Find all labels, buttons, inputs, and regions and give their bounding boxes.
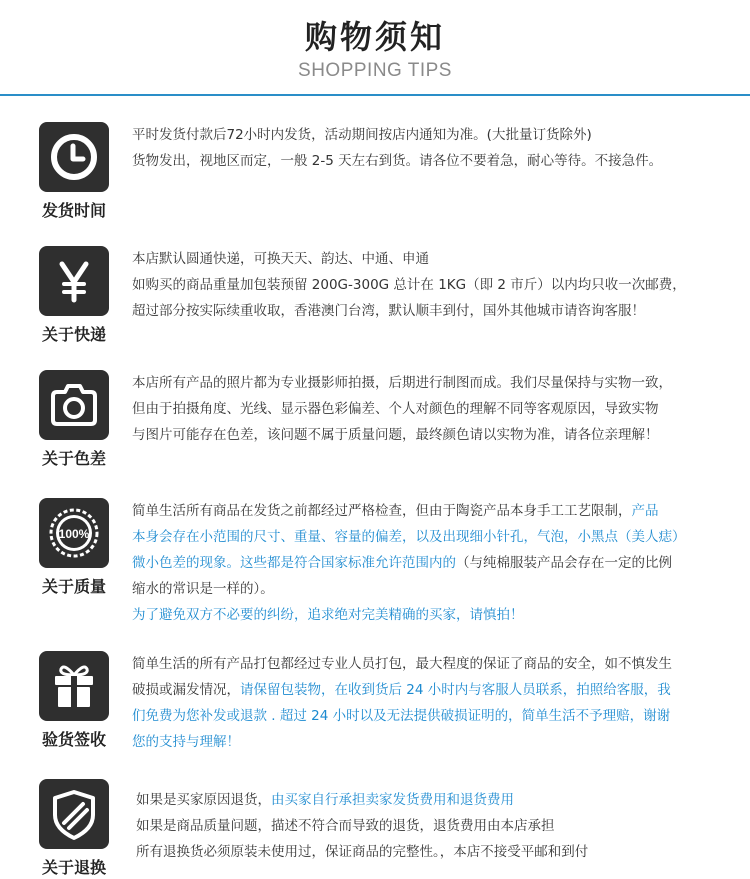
text-line: 破损或漏发情况，请保留包装物，在收到货后 24 小时内与客服人员联系，拍照给客服，我 <box>132 682 671 698</box>
text-line: 与图片可能存在色差，该问题不属于质量问题，最终颜色请以实物为准，请各位亲理解！ <box>132 427 659 443</box>
clock-icon <box>39 122 109 192</box>
text-line: 微小色差的现象。这些都是符合国家标准允许范围内的（与纯棉服装产品会存在一定的比例 <box>132 555 672 571</box>
text-line: 本店所有产品的照片都为专业摄影师拍摄，后期进行制图而成。我们尽量保持与实物一致， <box>132 375 672 391</box>
text-line: 您的支持与理解！ <box>132 734 240 750</box>
text-line: 如购买的商品重量加包装预留 200G-300G 总计在 1KG（即 2 市斤）以内均只收一次邮费， <box>132 277 686 293</box>
camera-icon <box>39 370 109 440</box>
header-divider <box>0 94 750 96</box>
section-text <box>132 122 744 174</box>
section-text <box>132 246 744 324</box>
text-line: 如果是商品质量问题，描述不符合而导致的退货，退货费用由本店承担 <box>136 818 555 834</box>
yen-icon <box>39 246 109 316</box>
text-line: 简单生活所有商品在发货之前都经过严格检查，但由于陶瓷产品本身手工工艺限制，产品 <box>132 503 659 519</box>
text-line: 如果是买家原因退货，由买家自行承担卖家发货费用和退货费用 <box>136 792 514 808</box>
gift-icon <box>39 651 109 721</box>
section-label: 验货签收 <box>41 730 106 749</box>
text-line: 本店默认圆通快递，可换天天、韵达、中通、申通 <box>132 251 429 267</box>
page-title: 购物须知 <box>304 18 445 56</box>
section-label: 发货时间 <box>41 201 106 220</box>
text-line: 货物发出，视地区而定，一般 2-5 天左右到货。请各位不要着急，耐心等待。不接急件。 <box>132 153 663 169</box>
quality-100-badge-icon <box>39 498 109 568</box>
text-line: 超过部分按实际续重收取，香港澳门台湾，默认顺丰到付，国外其他城市请咨询客服！ <box>132 303 645 319</box>
section-text <box>132 370 744 448</box>
badge-text: 100% <box>58 527 90 541</box>
section-text <box>136 787 748 865</box>
section-label: 关于快递 <box>41 325 106 344</box>
section-label: 关于质量 <box>41 577 106 596</box>
text-line: 为了避免双方不必要的纠纷，追求绝对完美精确的买家，请慎拍！ <box>132 607 524 623</box>
text-line: 们免费为您补发或退款 . 超过 24 小时以及无法提供破损证明的，简单生活不予理赔，谢谢 <box>132 708 671 724</box>
text-line: 缩水的常识是一样的）。 <box>132 581 274 597</box>
section-text <box>132 498 744 628</box>
page-subtitle: SHOPPING TIPS <box>298 60 452 81</box>
text-line: 所有退换货必须原装未使用过，保证商品的完整性。，本店不接受平邮和到付 <box>136 844 589 860</box>
section-label: 关于色差 <box>41 449 106 468</box>
page-header <box>0 0 750 98</box>
shield-icon <box>39 779 109 849</box>
text-line: 本身会存在小范围的尺寸、重量、容量的偏差，以及出现细小针孔，气泡，小黑点（美人痣） <box>132 529 686 545</box>
section-label: 关于退换 <box>41 858 106 877</box>
text-line: 平时发货付款后72小时内发货，活动期间按店内通知为准。(大批量订货除外) <box>132 127 592 143</box>
section-text <box>132 651 744 755</box>
text-line: 简单生活的所有产品打包都经过专业人员打包，最大程度的保证了商品的安全，如不慎发生 <box>132 656 672 672</box>
text-line: 但由于拍摄角度、光线、显示器色彩偏差、个人对颜色的理解不同等客观原因，导致实物 <box>132 401 659 417</box>
